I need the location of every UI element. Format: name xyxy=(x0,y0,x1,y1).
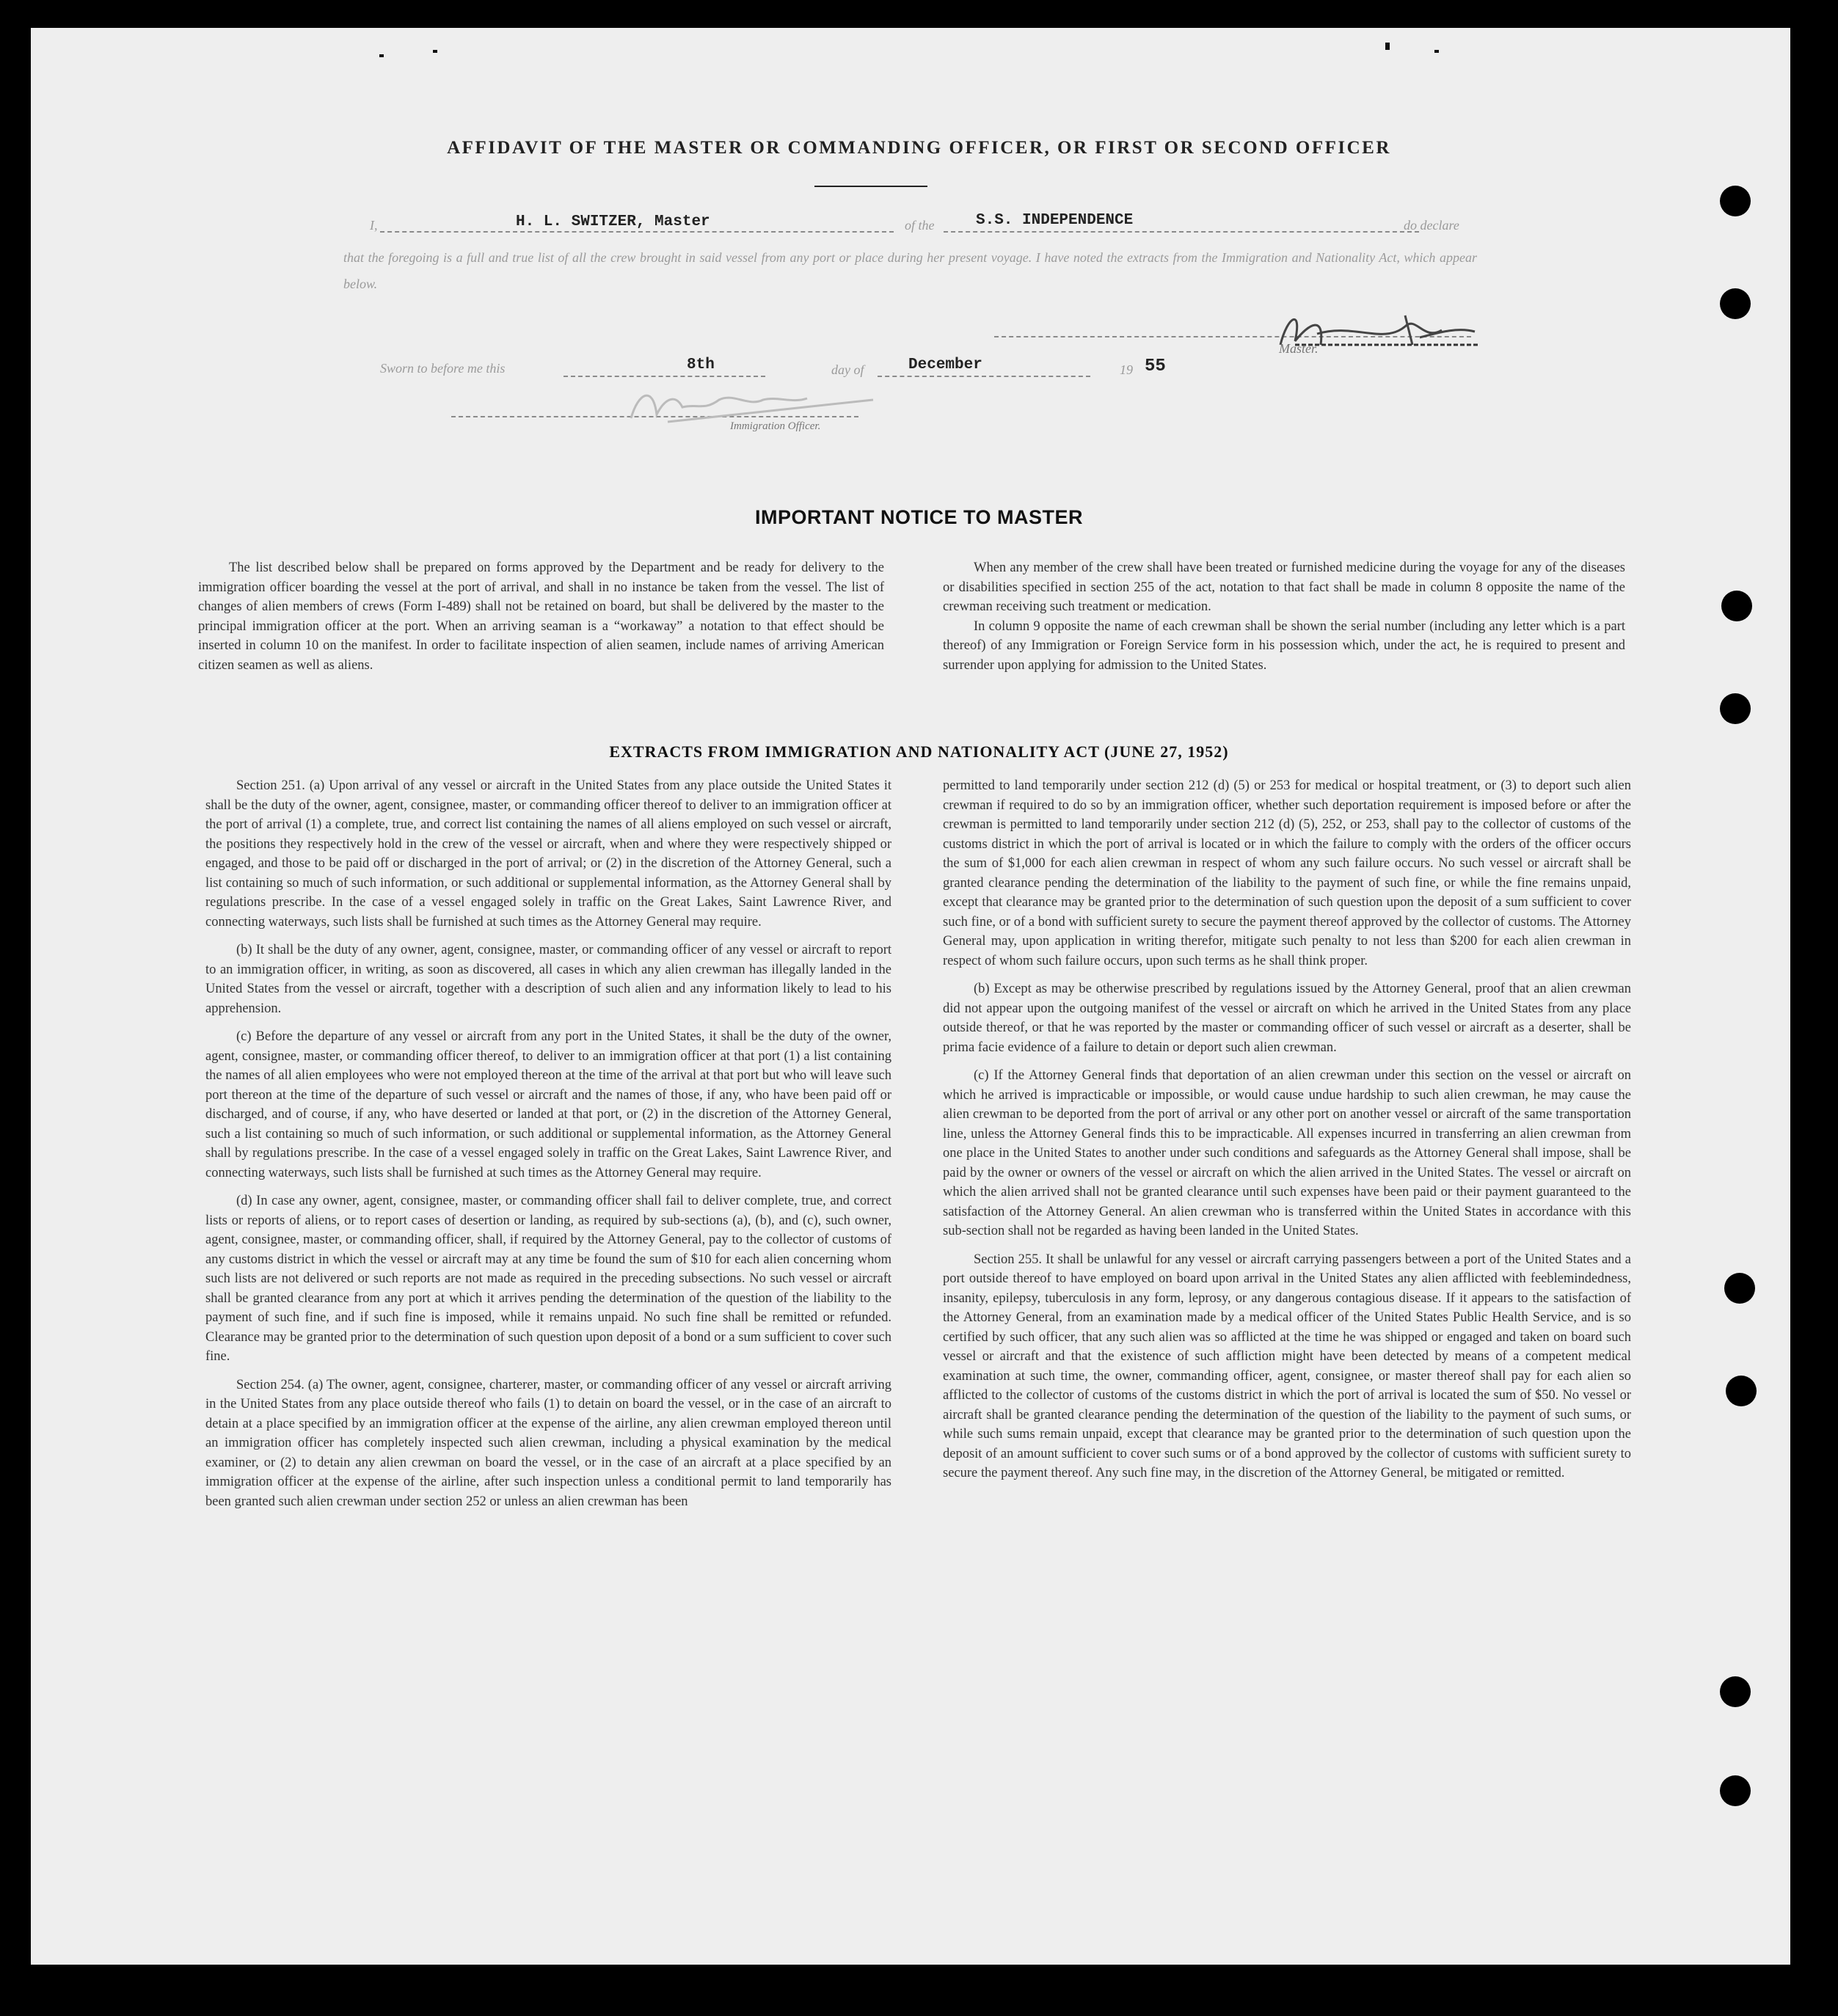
title-rule xyxy=(814,186,927,187)
extract-paragraph: (c) Before the departure of any vessel or aircraft from any port in the United States, it shall be the duty of the owner, agent, consignee, master, or commanding officer thereof, to deliver to an immigration officer at that port (1) a list containing the names of all alien employees who were not employed thereon at the time of the arrival at that port but who will leave such port thereon at the time of the departure of such vessel or aircraft and the names of those, if any, who have been paid off or discharged, and of course, if any, who have deserted or landed at that port, or (2) in the discretion of the Attorney General, such a list containing so much of such information, or such additional or supplemental information, as the Attorney General shall by regulations prescribe. In the case of a vessel engaged solely in traffic on the Great Lakes, Saint Lawrence River, and connecting waterways, such lists shall be furnished at such times as the Attorney General may require. xyxy=(205,1029,891,1180)
month-underline xyxy=(878,376,1090,377)
affidavit-statement: that the foregoing is a full and true list of all the crew brought in said vessel from any port or place during her present voyage. I have noted the extracts from the Immigration and Nationality Act, which appear below. xyxy=(343,250,1477,291)
extract-paragraph: Section 251. (a) Upon arrival of any vessel or aircraft in the United States from any place outside the United States it shall be the duty of the owner, agent, consignee, master, or commanding officer thereof to deliver to an immigration officer at the port of arrival (1) a complete, true, and correct list containing the names of all aliens employed on such vessel or aircraft, the positions they respectively hold in the crew of the vessel or aircraft, when and where they were respectively shipped or engaged, and those to be paid off or discharged in the port of arrival; or (2) in the discretion of the Attorney General, such a list containing so much of such information, or such additional or supplemental information, as the Attorney General shall by regulations prescribe. In the case of a vessel engaged solely in traffic on the Great Lakes, Saint Lawrence River, and connecting waterways, such lists shall be furnished at such times as the Attorney General may require. xyxy=(205,778,891,930)
of-the-label: of the xyxy=(905,218,935,233)
extracts-right-column xyxy=(943,776,1631,1483)
punch-hole xyxy=(1720,1676,1751,1707)
notice-left-paragraph: The list described below shall be prepared on forms approved by the Department and be ready for delivery to the immigration officer boarding the vessel at the port of arrival, and shall in no instance be taken from the vessel. The list of changes of alien members of crews (Form I-489) shall not be retained on board, but shall be delivered by the master to the principal immigration officer at the port. When an arriving seaman is a “workaway” a notation to that effect should be inserted in column 10 on the manifest. In order to facilitate inspection of alien seamen, include names of arriving American citizen seamen as well as aliens. xyxy=(198,560,884,673)
scan-speck xyxy=(433,50,437,53)
punch-hole xyxy=(1720,1775,1751,1806)
declaration-line xyxy=(343,212,1477,235)
day-underline xyxy=(564,376,765,377)
sworn-prefix: Sworn to before me this xyxy=(380,361,506,376)
notice-right-paragraph: In column 9 opposite the name of each crewman shall be shown the serial number (including any letter which is a part thereof) of any Immigration or Foreign Service form in his possession which, under the act, he is required to present and surrender upon applying for admission to the United States. xyxy=(943,618,1625,673)
notice-right-column xyxy=(943,558,1625,675)
extract-paragraph: (c) If the Attorney General finds that deportation of an alien crewman under this section on the vessel or aircraft on which he arrived is impracticable or impossible, or would cause undue hardship to such alien crewman, he may cause the alien crewman to be deported from the port of arrival or any other port on another vessel or aircraft of the same transportation line, unless the Attorney General finds this to be impracticable. All expenses incurred in transferring an alien crewman from one place in the United States to another under such conditions and safeguards as the Attorney General shall impose, shall be paid by the owner or owners of the vessel or aircraft on which the alien arrived in the United States. The vessel or aircraft on which the alien arrived shall not be granted clearance until such expenses have been paid or their payment guaranteed to the satisfaction of the Attorney General. An alien crewman who is transferred within the United States in accordance with this sub-section shall not be regarded as having been landed in the United States. xyxy=(943,1068,1631,1238)
master-name: H. L. SWITZER, Master xyxy=(516,213,710,230)
punch-hole xyxy=(1726,1376,1757,1406)
year-value: 55 xyxy=(1145,357,1166,376)
extract-paragraph: Section 255. It shall be unlawful for any vessel or aircraft carrying passengers between a port of the United States and a port outside thereof to have employed on board upon arrival in the United States any alien afflicted with feeblemindedness, insanity, epilepsy, tuberculosis in any form, leprosy, or any dangerous contagious disease. If it appears to the satisfaction of the Attorney General, from an examination made by a medical officer of the United States Public Health Service, and is so certified by such officer, that any such alien was so afflicted at the time he was shipped or engaged and taken on board such vessel or aircraft and that the existence of such affliction might have been detected by means of a competent medical examination at such time, the owner, commanding officer, agent, consignee, or master thereof shall pay for each alien so afflicted to the collector of customs of the customs district in which the port of arrival is located the sum of $50. No vessel or aircraft shall be granted clearance pending the determination of the question of the liability to the payment of such sums, or while such sums remain unpaid, except that clearance may be granted prior to the determination of such question upon the deposit of an amount sufficient to cover such sums or of a bond approved by the collector of customs with sufficient surety to secure the payment thereof. Any such fine may, in the discretion of the Attorney General, be mitigated or remitted. xyxy=(943,1252,1631,1480)
day-value: 8th xyxy=(687,357,715,373)
day-of-label: day of xyxy=(831,362,864,377)
scan-speck xyxy=(1385,43,1390,50)
punch-hole xyxy=(1720,186,1751,216)
notice-title: IMPORTANT NOTICE TO MASTER xyxy=(755,506,1083,528)
punch-hole xyxy=(1720,693,1751,724)
name-underline xyxy=(380,231,894,233)
extract-paragraph: (b) Except as may be otherwise prescribed by regulations issued by the Attorney General, proof that an alien crewman did not appear upon the outgoing manifest of the vessel or aircraft on which he arrived in the United States from any place outside thereof, or that he was reported by the master or commanding officer of such vessel or aircraft as a deserter, shall be prima facie evidence of a failure to detain or deport such alien crewman. xyxy=(943,982,1631,1055)
do-declare-label: do declare xyxy=(1404,218,1459,233)
sworn-line xyxy=(343,358,1224,380)
year-prefix: 19 xyxy=(1120,362,1133,377)
notice-left-column xyxy=(198,558,884,675)
extracts-title: EXTRACTS FROM IMMIGRATION AND NATIONALITY ACT (JUNE 27, 1952) xyxy=(609,742,1229,761)
extract-paragraph: permitted to land temporarily under section 212 (d) (5) or 253 for medical or hospital treatment, or (3) to deport such alien crewman if required to do so by an immigration officer, whether such deportation requirement is imposed before or after the crewman is permitted to land temporarily under section 212 (d) (5), 252, or 253, shall pay to the collector of customs of the customs district in which the port of arrival is located or in which the failure to comply with the orders of the officer occurs the sum of $1,000 for each alien crewman in respect of whom any such failure occurs. No such vessel or aircraft shall be granted clearance pending the determination of the liability to the payment of such fine, or while the fine remains unpaid, except that clearance may be granted prior to the determination of such question upon the deposit of a sum sufficient to cover such fine, or of a bond with sufficient surety to secure the payment thereof approved by the collector of customs. The Attorney General may, upon application in writing therefor, mitigate such penalty to not less than $200 for each alien crewman in respect of whom such failure occurs, upon such terms as he shall think proper. xyxy=(943,778,1631,968)
extract-paragraph: (d) In case any owner, agent, consignee, master, or commanding officer shall fail to deliver complete, true, and correct lists or reports of aliens, or to report cases of desertion or landing, as required by sub-sections (a), (b), and (c), such owner, agent, consignee, master, or commanding officer, shall, if required by the Attorney General, pay to the collector of customs of any customs district in which the vessel or aircraft may at any time be found the sum of $10 for each alien concerning whom such lists are not delivered or such reports are not made as required in the preceding subsections. No such vessel or aircraft shall be granted clearance from any port at which it arrives pending the determination of the question of the liability to the payment of such fine, and if such fine is imposed, while it remains unpaid. No such fine shall be remitted or refunded. Clearance may be granted prior to the determination of such question upon deposit of a bond or a sum sufficient to cover such fine. xyxy=(205,1194,891,1364)
punch-hole xyxy=(1721,591,1752,621)
vessel-name: S.S. INDEPENDENCE xyxy=(976,212,1134,229)
punch-hole xyxy=(1724,1273,1755,1304)
notice-right-paragraph: When any member of the crew shall have been treated or furnished medicine during the voyage for any of the diseases or disabilities specified in section 255 of the act, notation to that fact shall be made in column 8 opposite the name of the crewman receiving such treatment or medication. xyxy=(943,560,1625,614)
month-value: December xyxy=(908,357,982,373)
punch-hole xyxy=(1720,288,1751,319)
extracts-left-column xyxy=(205,776,891,1511)
extract-paragraph: (b) It shall be the duty of any owner, agent, consignee, master, or commanding officer of any vessel or aircraft to report to an immigration officer, in writing, as soon as discovered, all cases in which any alien crewman has illegally landed in the United States from the vessel or aircraft, together with a description of such alien and any information likely to lead to his apprehension. xyxy=(205,943,891,1016)
affidavit-title: AFFIDAVIT OF THE MASTER OR COMMANDING OFFICER, OR FIRST OR SECOND OFFICER xyxy=(447,138,1391,158)
extract-paragraph: Section 254. (a) The owner, agent, consignee, charterer, master, or commanding officer of any vessel or aircraft arriving in the United States from any place outside thereof who fails (1) to detain on board the vessel, or in the case of an aircraft to detain at a place specified by an immigration officer at the expense of the airline, any alien crewman employed thereon until an immigration officer has completely inspected such alien crewman, including a physical examination by the medical examiner, or (2) to detain any alien crewman on board the vessel, or in the case of an aircraft at a place specified by an immigration officer at the expense of the airline, after such inspection unless a conditional permit to land temporarily has been granted such alien crewman under section 252 or unless an alien crewman has been xyxy=(205,1377,891,1509)
scan-speck xyxy=(1434,50,1439,53)
scan-speck xyxy=(379,54,384,57)
vessel-underline xyxy=(944,231,1419,233)
master-caption: Master. xyxy=(1279,341,1319,356)
pre-name-label: I, xyxy=(370,218,378,233)
officer-caption: Immigration Officer. xyxy=(730,420,821,432)
